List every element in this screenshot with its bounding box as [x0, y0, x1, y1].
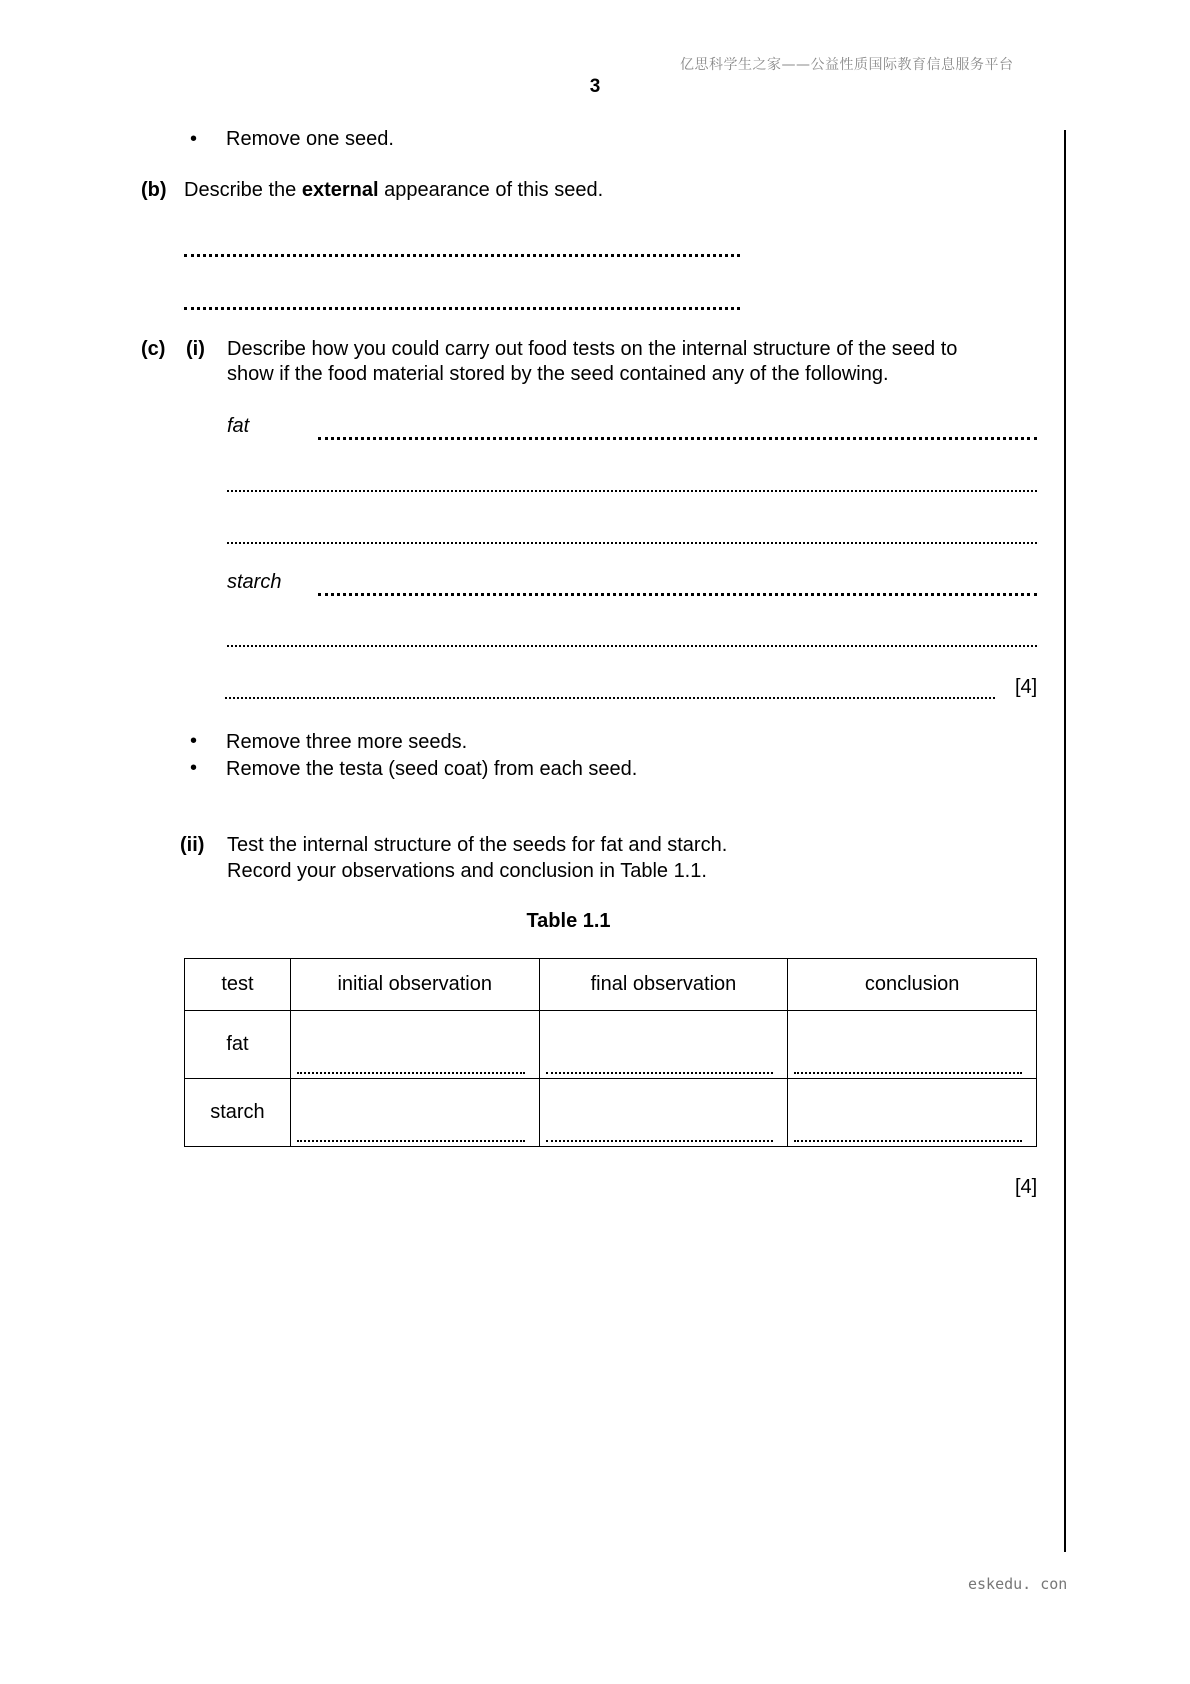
table-row: [185, 1011, 1037, 1079]
cell-starch-initial[interactable]: [290, 1079, 539, 1147]
cell-answer-line: [297, 1140, 525, 1142]
marks-c-i: [4]: [1015, 676, 1038, 698]
table-row: [185, 1079, 1037, 1147]
part-c-ii-label: (ii): [180, 834, 205, 856]
part-b-text-after: appearance of this seed.: [378, 179, 604, 201]
marks-c-ii: [4]: [1015, 1176, 1038, 1198]
part-b-label: (b): [141, 179, 167, 201]
row-label-starch: starch: [185, 1079, 291, 1147]
part-b-text-before: Describe the: [184, 179, 302, 201]
part-c-i-question-line2: show if the food material stored by the seed contained any of the following.: [227, 363, 889, 385]
cell-answer-line: [794, 1072, 1022, 1074]
table-header-final-observation: final observation: [539, 959, 788, 1011]
part-c-ii-line2: Record your observations and conclusion in Table 1.1.: [227, 860, 707, 882]
answer-line-b-1[interactable]: [184, 254, 740, 257]
table-caption: Table 1.1: [526, 910, 611, 932]
answer-line-fat-3[interactable]: [227, 542, 1037, 544]
page-number: 3: [589, 76, 601, 97]
part-b-question: [184, 177, 603, 203]
answer-line-fat-1[interactable]: [318, 437, 1037, 440]
instruction-remove-one-seed: Remove one seed.: [226, 128, 394, 150]
results-table: [184, 958, 1037, 1147]
answer-line-starch-3[interactable]: [225, 697, 995, 699]
table-header-initial-observation: initial observation: [290, 959, 539, 1011]
cell-fat-final[interactable]: [539, 1011, 788, 1079]
answer-line-starch-2[interactable]: [227, 645, 1037, 647]
part-c-ii-line1: Test the internal structure of the seeds for fat and starch.: [227, 834, 728, 856]
fat-label: fat: [227, 415, 250, 437]
bullet-icon: •: [190, 757, 198, 779]
table-header-row: [185, 959, 1037, 1011]
cell-starch-conclusion[interactable]: [788, 1079, 1037, 1147]
table-header-test: test: [185, 959, 291, 1011]
row-label-fat: fat: [185, 1011, 291, 1079]
part-b-text-bold: external: [301, 179, 379, 201]
cell-answer-line: [546, 1072, 774, 1074]
cell-answer-line: [297, 1072, 525, 1074]
answer-line-b-2[interactable]: [184, 307, 740, 310]
cell-answer-line: [794, 1140, 1022, 1142]
part-c-i-question-line1: Describe how you could carry out food tests on the internal structure of the seed to: [227, 338, 958, 360]
part-c-i-label: (i): [186, 338, 205, 360]
table-header-conclusion: conclusion: [788, 959, 1037, 1011]
bullet-icon: •: [190, 730, 198, 752]
cell-starch-final[interactable]: [539, 1079, 788, 1147]
part-c-label: (c): [141, 338, 166, 360]
answer-line-starch-1[interactable]: [318, 593, 1037, 596]
instruction-remove-three-seeds: Remove three more seeds.: [226, 731, 468, 753]
cell-fat-initial[interactable]: [290, 1011, 539, 1079]
margin-rule: [1064, 130, 1066, 1552]
footer-site: eskedu. con: [968, 1575, 1068, 1593]
answer-line-fat-2[interactable]: [227, 490, 1037, 492]
header-site-name: 亿思科学生之家——公益性质国际教育信息服务平台: [680, 57, 1014, 73]
starch-label: starch: [227, 571, 282, 593]
cell-fat-conclusion[interactable]: [788, 1011, 1037, 1079]
cell-answer-line: [546, 1140, 774, 1142]
bullet-icon: •: [190, 128, 198, 150]
instruction-remove-testa: Remove the testa (seed coat) from each seed.: [226, 758, 638, 780]
